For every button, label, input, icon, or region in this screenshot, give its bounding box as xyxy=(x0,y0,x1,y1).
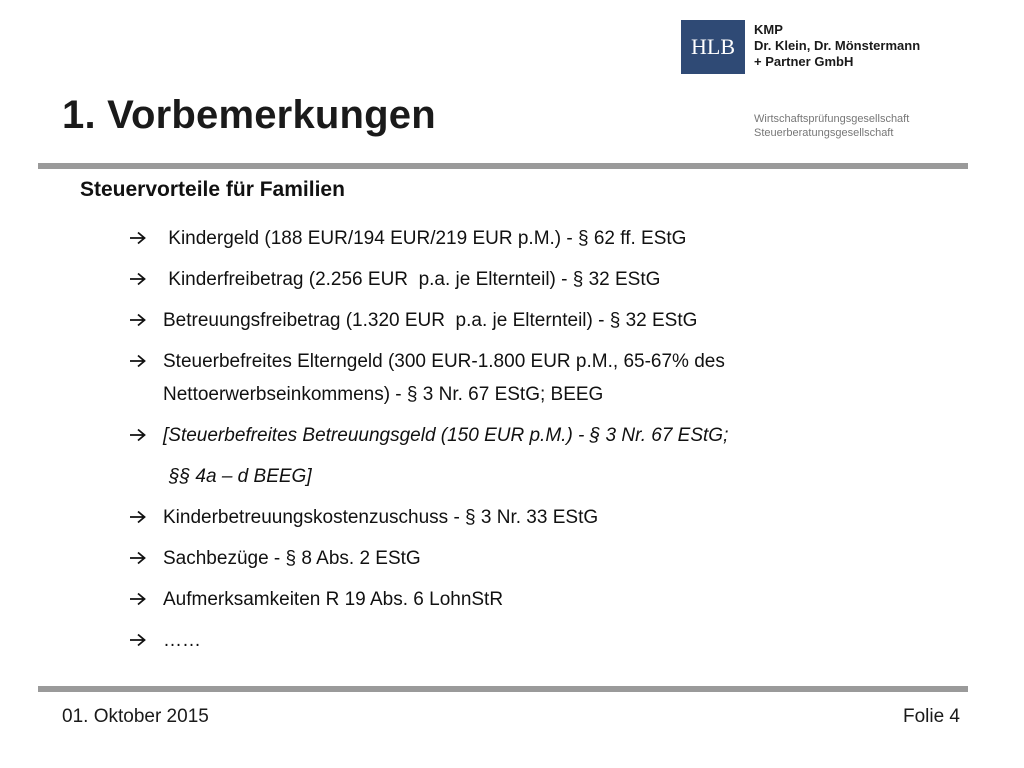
list-item xyxy=(129,419,959,493)
right-arrow-icon xyxy=(129,354,147,368)
right-arrow-icon xyxy=(129,551,147,565)
firm-name-line: Dr. Klein, Dr. Mönstermann xyxy=(754,38,921,53)
list-item xyxy=(129,501,959,534)
list-item xyxy=(129,345,959,411)
firm-description-line: Steuerberatungsgesellschaft xyxy=(754,127,894,139)
list-item xyxy=(129,583,959,616)
bullet-list xyxy=(129,222,959,665)
list-item-text-continued: §§ 4a – d BEEG] xyxy=(169,466,312,487)
firm-description-line: Wirtschaftsprüfungsgesellschaft xyxy=(754,113,910,125)
firm-name-line: + Partner GmbH xyxy=(754,54,854,69)
footer-divider xyxy=(38,686,968,692)
hlb-logo-text: HLB xyxy=(691,34,735,59)
list-item xyxy=(129,222,959,255)
right-arrow-icon xyxy=(129,272,147,286)
right-arrow-icon xyxy=(129,313,147,327)
list-item-text: Steuerbefreites Elterngeld (300 EUR-1.800 EUR p.M., 65-67% des xyxy=(163,351,725,372)
list-item xyxy=(129,624,959,657)
list-item xyxy=(129,263,959,296)
slide-number: Folie 4 xyxy=(902,706,960,727)
firm-name-line: KMP xyxy=(754,22,783,37)
list-item xyxy=(129,542,959,575)
section-heading: Steuervorteile für Familien xyxy=(80,178,345,201)
firm-name xyxy=(754,22,920,70)
header-divider xyxy=(38,163,968,169)
slide-title: 1. Vorbemerkungen xyxy=(62,93,436,137)
list-item-text: Kinderbetreuungskostenzuschuss - § 3 Nr. 33 EStG xyxy=(163,507,599,528)
list-item-text: …… xyxy=(163,630,201,651)
firm-description xyxy=(754,112,909,140)
list-item-text: Kinderfreibetrag (2.256 EUR p.a. je Elternteil) - § 32 EStG xyxy=(163,269,661,290)
list-item-text-continued: Nettoerwerbseinkommens) - § 3 Nr. 67 EStG; BEEG xyxy=(163,384,604,405)
list-item xyxy=(129,304,959,337)
right-arrow-icon xyxy=(129,510,147,524)
hlb-logo xyxy=(681,20,745,74)
footer-date: 01. Oktober 2015 xyxy=(62,706,209,727)
right-arrow-icon xyxy=(129,428,147,442)
list-item-text: Betreuungsfreibetrag (1.320 EUR p.a. je Elternteil) - § 32 EStG xyxy=(163,310,698,331)
right-arrow-icon xyxy=(129,231,147,245)
list-item-text: Kindergeld (188 EUR/194 EUR/219 EUR p.M.) - § 62 ff. EStG xyxy=(163,228,687,249)
hlb-logo-icon xyxy=(681,20,745,74)
list-item-text: Aufmerksamkeiten R 19 Abs. 6 LohnStR xyxy=(163,589,504,610)
list-item-text: Sachbezüge - § 8 Abs. 2 EStG xyxy=(163,548,421,569)
right-arrow-icon xyxy=(129,633,147,647)
list-item-text: [Steuerbefreites Betreuungsgeld (150 EUR p.M.) - § 3 Nr. 67 EStG; xyxy=(163,425,729,446)
right-arrow-icon xyxy=(129,592,147,606)
